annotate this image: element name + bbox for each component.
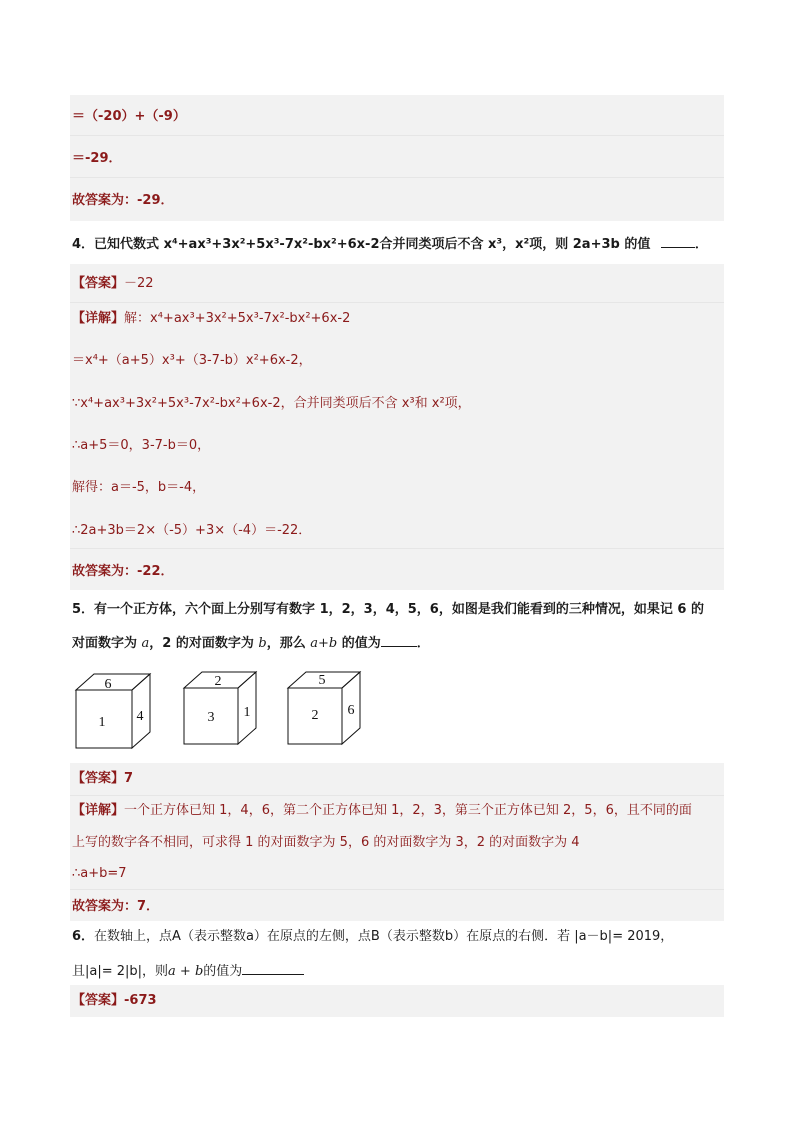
answer-block-6 <box>70 985 724 1017</box>
cube-diagram <box>70 668 724 754</box>
cube-1-side: 4 <box>136 709 144 724</box>
cube-2-side: 1 <box>243 705 251 720</box>
cube-2-front: 3 <box>207 710 215 725</box>
detail-line: 故答案为：-22． <box>72 564 174 579</box>
detail-line: 上写的数字各不相同，可求得 1 的对面数字为 5，6 的对面数字为 3，2 的对面数字为 4 <box>72 835 580 850</box>
detail-line: ∴2a+3b＝2×（-5）+3×（-4）＝-22． <box>72 523 312 538</box>
question-6-line1: 6．在数轴上，点A（表示整数a）在原点的左侧，点B（表示整数b）在原点的右侧．若 |a－b|= 2019， <box>72 929 674 944</box>
solution-line: ＝-29． <box>72 151 122 166</box>
answer-line <box>70 991 157 1011</box>
cube-1-top: 6 <box>104 677 112 692</box>
detail-line: ∴a+b=7 <box>72 866 127 881</box>
answer-block-5 <box>70 763 724 921</box>
detail-line: ∵x⁴+ax³+3x²+5x³-7x²-bx²+6x-2，合并同类项后不含 x³和 x²项， <box>72 396 471 411</box>
detail-line: 【详解】解：x⁴+ax³+3x²+5x³-7x²-bx²+6x-2 <box>72 311 351 326</box>
detail-tag: 【详解】 <box>72 311 125 326</box>
answer-value: -673 <box>124 993 157 1008</box>
question-4: 4．已知代数式 x⁴+ax³+3x²+5x³-7x²-bx²+6x-2合并同类项后不含 x³，x²项，则 2a+3b 的值 ． <box>70 233 708 255</box>
detail-line: ＝x⁴+（a+5）x³+（3-7-b）x²+6x-2， <box>72 353 312 368</box>
cube-1-front: 1 <box>98 715 106 730</box>
answer-line <box>70 274 154 294</box>
answer-blank <box>381 632 417 647</box>
answer-line <box>70 769 133 789</box>
solution-block-prev <box>70 95 724 221</box>
answer-tag: 【答案】 <box>72 771 125 786</box>
detail-line: 故答案为：7． <box>72 899 160 914</box>
solution-line: ＝（-20）+（-9） <box>72 109 186 124</box>
answer-value: 7 <box>124 771 134 786</box>
detail-line: 【详解】一个正方体已知 1，4，6，第二个正方体已知 1，2，3，第三个正方体已知 2，5，6，且不同的面 <box>72 803 692 818</box>
cube-figures <box>70 668 724 754</box>
answer-value: －22 <box>124 276 154 291</box>
detail-tag: 【详解】 <box>72 803 125 818</box>
solution-line: 故答案为：-29． <box>72 193 174 208</box>
cube-3 <box>288 672 360 744</box>
answer-blank <box>242 960 304 975</box>
detail-line: ∴a+5＝0，3-7-b＝0， <box>72 438 211 453</box>
cube-2-top: 2 <box>214 674 222 689</box>
question-5-line1: 5．有一个正方体，六个面上分别写有数字 1，2，3，4，5，6，如图是我们能看到的三种情况，如果记 6 的 <box>72 602 704 617</box>
detail-line: 解得：a＝-5，b＝-4， <box>72 480 206 495</box>
question-5-line2: 对面数字为 a，2 的对面数字为 b，那么 a+b 的值为 ． <box>70 632 430 654</box>
cube-3-top: 5 <box>318 673 326 688</box>
cube-3-side: 6 <box>347 703 355 718</box>
answer-block-4 <box>70 264 724 590</box>
answer-tag: 【答案】 <box>72 276 125 291</box>
cube-1 <box>76 674 150 748</box>
cube-3-front: 2 <box>311 708 319 723</box>
answer-tag: 【答案】 <box>72 993 125 1008</box>
polynomial: x⁴+ax³+3x²+5x³-7x²-bx²+6x-2 <box>163 237 380 252</box>
cube-2 <box>184 672 256 744</box>
question-6-line2: 且|a|= 2|b|，则a + b的值为 <box>70 960 304 982</box>
answer-blank <box>661 233 695 248</box>
